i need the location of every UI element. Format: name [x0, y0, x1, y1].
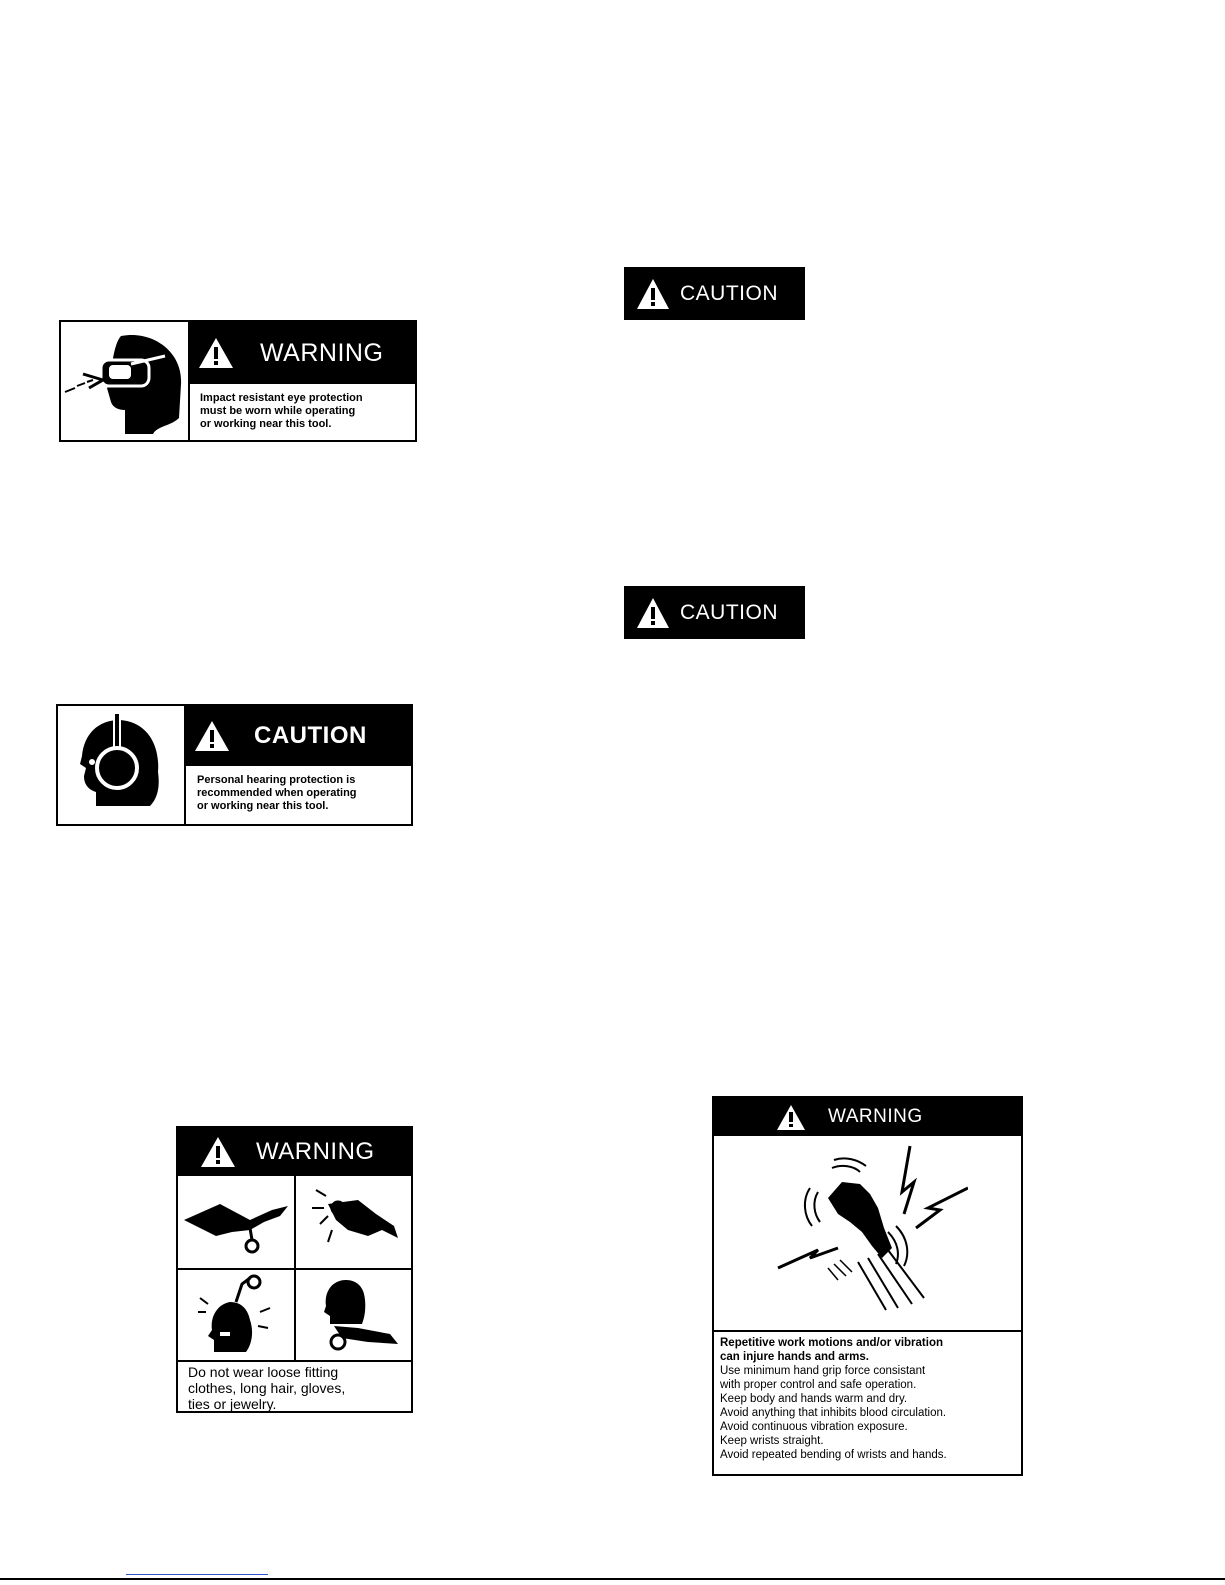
vibration-warning-signal-word: WARNING — [828, 1106, 923, 1127]
glove-entanglement-icon — [298, 1180, 410, 1266]
hearing-protection-pictogram — [58, 706, 186, 824]
warning-triangle-icon — [776, 1104, 806, 1131]
eye-warning-signal-word: WARNING — [260, 338, 384, 367]
warning-triangle-icon — [636, 278, 670, 310]
footer-link-underline — [126, 1574, 268, 1575]
vibration-warning-divider — [714, 1330, 1021, 1332]
footer-rule — [0, 1578, 1225, 1580]
hearing-caution-line: recommended when operating — [197, 787, 357, 799]
warning-triangle-icon — [636, 597, 670, 629]
caution-tag-2-signal-word: CAUTION — [680, 600, 778, 624]
vibration-headline-line: can injure hands and arms. — [720, 1351, 869, 1363]
caution-tag-2 — [624, 586, 805, 639]
vibration-body-line: Keep body and hands warm and dry. — [720, 1393, 908, 1405]
hearing-protection-caution-sign — [56, 704, 413, 826]
warning-triangle-icon — [200, 1136, 236, 1168]
warning-triangle-icon — [198, 337, 234, 369]
entanglement-warning-message — [188, 1364, 408, 1412]
vibration-body-line: Avoid anything that inhibits blood circulation. — [720, 1407, 947, 1419]
eye-warning-line: or working near this tool. — [200, 418, 332, 430]
entanglement-warning-signal-word: WARNING — [256, 1138, 375, 1165]
vibrating-hand-icon — [768, 1138, 968, 1332]
vibration-body-line: Use minimum hand grip force consistant — [720, 1365, 926, 1377]
hearing-caution-line: Personal hearing protection is — [197, 774, 356, 786]
entanglement-warning-line: clothes, long hair, gloves, — [188, 1380, 346, 1396]
eye-warning-line: Impact resistant eye protection — [200, 392, 363, 404]
hair-entanglement-icon — [180, 1272, 292, 1358]
safety-glasses-head-icon — [61, 322, 186, 440]
vibration-body-line: Avoid repeated bending of wrists and hands. — [720, 1449, 947, 1461]
vibration-body-line: Avoid continuous vibration exposure. — [720, 1421, 908, 1433]
tie-entanglement-icon — [298, 1272, 410, 1358]
eye-warning-header — [188, 322, 417, 384]
eye-warning-message — [200, 392, 410, 431]
eye-protection-warning-sign — [59, 320, 417, 442]
eye-protection-pictogram — [61, 322, 190, 440]
hearing-caution-line: or working near this tool. — [197, 800, 329, 812]
entanglement-warning-sign — [176, 1126, 413, 1413]
vibration-warning-message — [720, 1336, 1020, 1462]
pictogram-grid-horizontal-divider — [178, 1268, 411, 1270]
vibration-warning-header — [714, 1098, 1021, 1136]
caution-tag-1-signal-word: CAUTION — [680, 281, 778, 305]
entanglement-warning-line: ties or jewelry. — [188, 1396, 277, 1412]
entanglement-warning-header — [178, 1128, 411, 1176]
hearing-caution-message — [197, 774, 407, 813]
caution-tag-1 — [624, 267, 805, 320]
vibration-body-line: with proper control and safe operation. — [720, 1379, 917, 1391]
vibration-warning-sign — [712, 1096, 1023, 1476]
vibration-body-line: Keep wrists straight. — [720, 1435, 824, 1447]
pictogram-grid-bottom-divider — [178, 1360, 411, 1362]
warning-triangle-icon — [194, 720, 230, 752]
eye-warning-line: must be worn while operating — [200, 405, 356, 417]
entanglement-warning-line: Do not wear loose fitting — [188, 1364, 339, 1380]
vibration-headline-line: Repetitive work motions and/or vibration — [720, 1337, 944, 1349]
hearing-caution-signal-word: CAUTION — [254, 722, 367, 749]
sleeve-entanglement-icon — [180, 1180, 292, 1266]
hearing-caution-header — [184, 706, 413, 766]
ear-protection-head-icon — [58, 706, 182, 824]
